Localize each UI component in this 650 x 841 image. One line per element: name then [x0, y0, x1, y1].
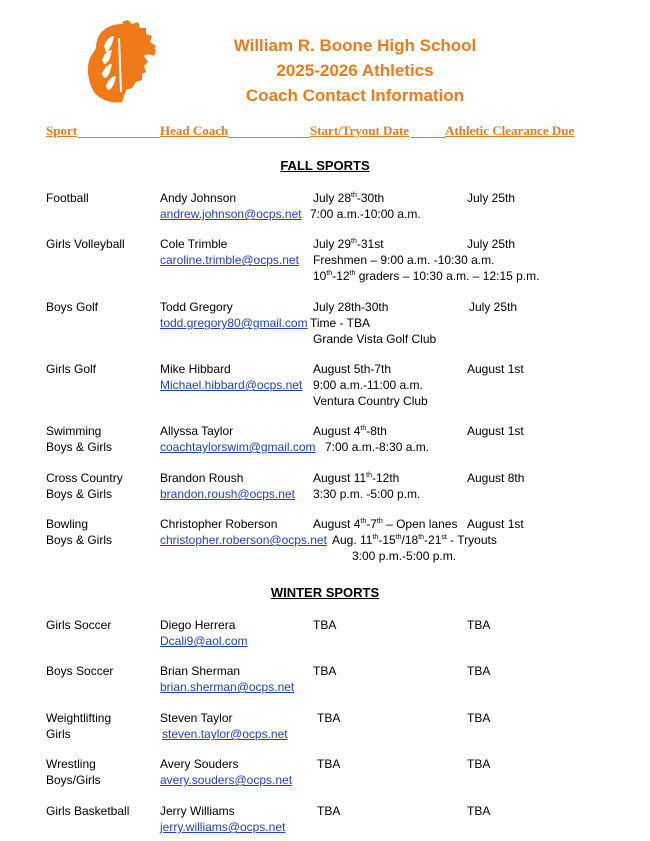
- sport-swimming-gender: Boys & Girls: [46, 440, 113, 454]
- coach-email-link[interactable]: caroline.trimble@ocps.net: [160, 253, 299, 267]
- start-time: Time - TBA: [310, 316, 371, 330]
- coach-name: Diego Herrera: [160, 618, 236, 632]
- coach-name: Allyssa Taylor: [160, 424, 234, 438]
- start-time-freshmen: Freshmen – 9:00 a.m. -10:30 a.m.: [313, 253, 495, 267]
- coach-email-link[interactable]: todd.gregory80@gmail.com: [160, 316, 308, 330]
- coach-name: Cole Trimble: [160, 237, 228, 251]
- clearance-due: August 1st: [467, 517, 524, 531]
- col-underline-start: [411, 137, 445, 138]
- start-time: 3:00 p.m.-5:00 p.m.: [352, 549, 457, 563]
- start-time: 7:00 a.m.-8:30 a.m.: [325, 440, 430, 454]
- tryout-dates: Aug. 11th-15th/18th-21st - Tryouts: [332, 533, 497, 547]
- coach-email-link[interactable]: christopher.roberson@ocps.net: [160, 533, 327, 547]
- coach-email-link[interactable]: brandon.roush@ocps.net: [160, 487, 295, 501]
- start-date-open-lanes: August 4th-7th – Open lanes: [313, 517, 458, 531]
- sport-cross-country: Cross Country: [46, 471, 123, 485]
- clearance-due: August 1st: [467, 424, 524, 438]
- clearance-due: July 25th: [469, 300, 518, 314]
- coach-email-link[interactable]: steven.taylor@ocps.net: [162, 727, 288, 741]
- clearance-due: August 8th: [467, 471, 525, 485]
- sport-boys-soccer: Boys Soccer: [46, 664, 114, 678]
- sport-swimming: Swimming: [46, 424, 102, 438]
- start-date: TBA: [313, 618, 337, 632]
- clearance-due: TBA: [467, 711, 491, 725]
- sport-wrestling: Wrestling: [46, 757, 96, 771]
- start-date: July 28th-30th: [313, 191, 385, 205]
- sport-girls-volleyball: Girls Volleyball: [46, 237, 125, 251]
- clearance-due: August 1st: [467, 362, 524, 376]
- coach-name: Todd Gregory: [160, 300, 233, 314]
- sport-girls-golf: Girls Golf: [46, 362, 97, 376]
- col-header-coach: Head Coach: [160, 123, 229, 138]
- clearance-due: July 25th: [467, 237, 516, 251]
- clearance-due: TBA: [467, 757, 491, 771]
- col-header-start: Start/Tryout Date: [310, 123, 410, 138]
- fall-sports-heading: FALL SPORTS: [280, 158, 370, 173]
- sport-girls-soccer: Girls Soccer: [46, 618, 112, 632]
- sport-bowling-gender: Boys & Girls: [46, 533, 113, 547]
- start-date: July 29th-31st: [313, 237, 384, 251]
- sport-weightlifting: Weightlifting: [46, 711, 112, 725]
- coach-email-link[interactable]: brian.sherman@ocps.net: [160, 680, 295, 694]
- coach-email-link[interactable]: avery.souders@ocps.net: [160, 773, 293, 787]
- school-name: William R. Boone High School: [233, 36, 477, 55]
- start-date: July 28th-30th: [313, 300, 389, 314]
- col-header-sport: Sport: [46, 123, 78, 138]
- start-time: 7:00 a.m.-10:00 a.m.: [310, 207, 421, 221]
- location: Grande Vista Golf Club: [313, 332, 437, 346]
- start-time: 3:30 p.m. -5:00 p.m.: [313, 487, 421, 501]
- coach-name: Brandon Roush: [160, 471, 244, 485]
- coach-email-link[interactable]: Michael.hibbard@ocps.net: [160, 378, 303, 392]
- start-date: TBA: [317, 711, 341, 725]
- winter-sports-heading: WINTER SPORTS: [270, 585, 380, 600]
- col-underline-coach: [228, 137, 310, 138]
- location: Ventura Country Club: [313, 394, 428, 408]
- sport-girls-basketball: Girls Basketball: [46, 804, 130, 818]
- sport-football: Football: [46, 191, 89, 205]
- sport-boys-golf: Boys Golf: [46, 300, 99, 314]
- coach-name: Avery Souders: [160, 757, 239, 771]
- start-time-upper-grades: 10th-12th graders – 10:30 a.m. – 12:15 p.m.: [313, 269, 540, 283]
- start-date: August 4th-8th: [313, 424, 387, 438]
- clearance-due: July 25th: [467, 191, 516, 205]
- sport-bowling: Bowling: [46, 517, 89, 531]
- col-header-clearance: Athletic Clearance Due: [445, 123, 575, 138]
- start-date: TBA: [313, 664, 337, 678]
- coach-email-link[interactable]: coachtaylorswim@gmail.com: [160, 440, 316, 454]
- coach-email-link[interactable]: jerry.williams@ocps.net: [160, 820, 286, 834]
- clearance-due: TBA: [467, 664, 491, 678]
- coach-name: Mike Hibbard: [160, 362, 231, 376]
- col-underline-sport: [78, 137, 160, 138]
- school-logo: [82, 18, 168, 110]
- coach-name: Jerry Williams: [160, 804, 235, 818]
- sport-cross-country-gender: Boys & Girls: [46, 487, 113, 501]
- start-date: August 5th-7th: [313, 362, 392, 376]
- start-date: August 11th-12th: [313, 471, 400, 485]
- clearance-due: TBA: [467, 804, 491, 818]
- start-time: 9:00 a.m.-11:00 a.m.: [313, 378, 423, 392]
- sport-wrestling-gender: Boys/Girls: [46, 773, 101, 787]
- athletics-year: 2025-2026 Athletics: [276, 61, 434, 80]
- coach-name: Andy Johnson: [160, 191, 237, 205]
- coach-email-link[interactable]: Dcali9@aol.com: [160, 634, 248, 648]
- page-subtitle: Coach Contact Information: [245, 86, 465, 105]
- start-date: TBA: [317, 757, 341, 771]
- coach-name: Christopher Roberson: [160, 517, 278, 531]
- coach-email-link[interactable]: andrew.johnson@ocps.net: [160, 207, 302, 221]
- coach-name: Brian Sherman: [160, 664, 241, 678]
- start-date: TBA: [317, 804, 341, 818]
- coach-name: Steven Taylor: [160, 711, 233, 725]
- sport-weightlifting-gender: Girls: [46, 727, 71, 741]
- clearance-due: TBA: [467, 618, 491, 632]
